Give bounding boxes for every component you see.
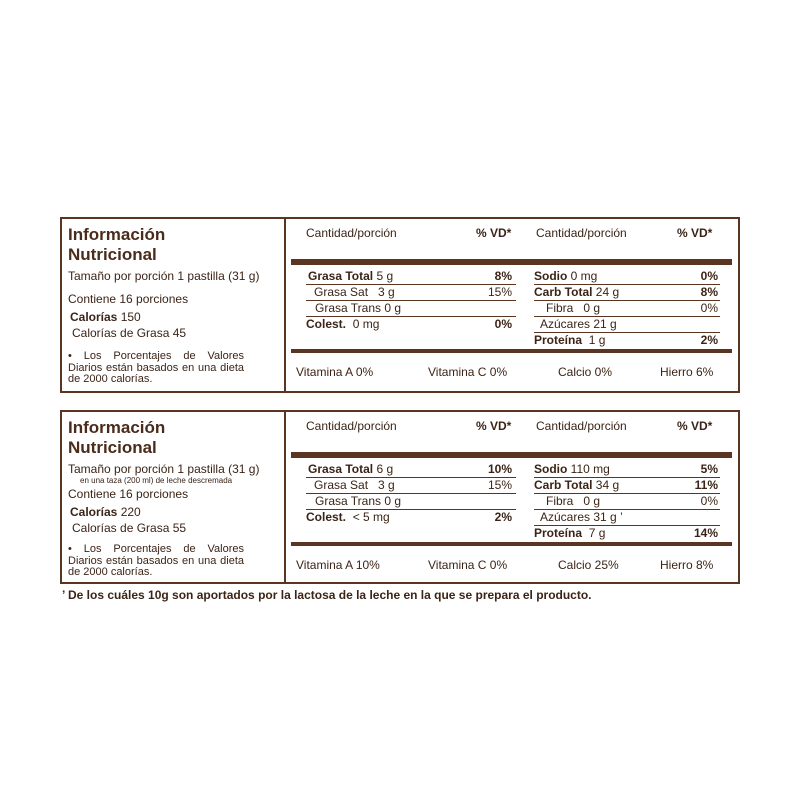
nutrition-panel-1: [60, 217, 740, 393]
row-carb-total: Carb Total 24 g: [534, 285, 620, 299]
row-proteina: Proteína 1 g: [534, 333, 606, 347]
header-vd-right: % VD*: [677, 226, 713, 240]
header-qty-left: Cantidad/porción: [306, 419, 397, 433]
row-sodio: Sodio 110 mg: [534, 462, 610, 476]
pct-grasa-sat: 15%: [487, 478, 512, 492]
calories-value: 150: [120, 310, 141, 324]
row-colest: Colest. 0 mg: [306, 317, 380, 331]
thick-rule: [291, 259, 732, 265]
row-grasa-trans: Grasa Trans 0 g: [315, 494, 402, 508]
pct-grasa-total: 8%: [494, 269, 512, 283]
serving-size-sub: en una taza (200 ml) de leche descremada: [80, 476, 233, 485]
pct-sodio: 0%: [700, 269, 718, 283]
thick-rule: [291, 452, 732, 458]
thick-rule-bottom: [291, 542, 732, 546]
header-vd-right: % VD*: [677, 419, 713, 433]
servings-per-container: Contiene 16 porciones: [68, 292, 189, 306]
vitamin-c: Vitamina C 0%: [428, 365, 508, 379]
row-grasa-sat: Grasa Sat 3 g: [314, 478, 395, 492]
row-grasa-sat: Grasa Sat 3 g: [314, 285, 395, 299]
panel-2-summary: [62, 412, 286, 582]
hierro: Hierro 6%: [660, 365, 714, 379]
vitamin-a: Vitamina A 10%: [296, 558, 380, 572]
header-qty-right: Cantidad/porción: [536, 419, 627, 433]
row-azucares: Azúcares 31 g ’: [540, 510, 623, 524]
row-sodio: Sodio 0 mg: [534, 269, 598, 283]
fat-calories: Calorías de Grasa 55: [72, 521, 187, 535]
header-vd-left: % VD*: [476, 419, 512, 433]
serving-size: Tamaño por porción 1 pastilla (31 g): [68, 269, 260, 283]
daily-value-note: • Los Porcentajes de Valores Diarios están basados en una dieta de 2000 calorías.: [68, 350, 244, 385]
row-proteina: Proteína 7 g: [534, 526, 606, 540]
row-carb-total: Carb Total 34 g: [534, 478, 620, 492]
calories-label: Calorías: [70, 505, 118, 519]
header-vd-left: % VD*: [476, 226, 512, 240]
vitamin-a: Vitamina A 0%: [296, 365, 374, 379]
calcio: Calcio 0%: [558, 365, 613, 379]
header-qty-left: Cantidad/porción: [306, 226, 397, 240]
row-colest: Colest. < 5 mg: [306, 510, 390, 524]
row-fibra: Fibra 0 g: [546, 494, 601, 508]
pct-carb-total: 8%: [700, 285, 718, 299]
row-grasa-total: Grasa Total 6 g: [308, 462, 394, 476]
pct-sodio: 5%: [700, 462, 718, 476]
pct-proteina: 2%: [700, 333, 718, 347]
pct-proteina: 14%: [693, 526, 718, 540]
pct-fibra: 0%: [700, 494, 718, 508]
footnote: ’ De los cuáles 10g son aportados por la lactosa de la leche en la que se prepara el producto.: [62, 588, 592, 602]
title-line-2: Nutricional: [68, 245, 157, 264]
calcio: Calcio 25%: [558, 558, 619, 572]
title-line-2: Nutricional: [68, 438, 157, 457]
row-grasa-total: Grasa Total 5 g: [308, 269, 394, 283]
pct-colest: 2%: [494, 510, 512, 524]
serving-size: Tamaño por porción 1 pastilla (31 g): [68, 462, 260, 476]
panel-1-summary: [62, 219, 286, 391]
calories-value: 220: [120, 505, 141, 519]
panel-1-title: [68, 225, 165, 265]
panel-2-title: [68, 418, 165, 458]
row-azucares: Azúcares 21 g: [540, 317, 617, 331]
header-qty-right: Cantidad/porción: [536, 226, 627, 240]
vitamin-c: Vitamina C 0%: [428, 558, 508, 572]
fat-calories: Calorías de Grasa 45: [72, 326, 187, 340]
title-line-1: Información: [68, 225, 166, 244]
thick-rule-bottom: [291, 349, 732, 353]
servings-per-container: Contiene 16 porciones: [68, 487, 189, 501]
pct-fibra: 0%: [700, 301, 718, 315]
pct-colest: 0%: [494, 317, 512, 331]
row-fibra: Fibra 0 g: [546, 301, 601, 315]
daily-value-note: • Los Porcentajes de Valores Diarios están basados en una dieta de 2000 calorías.: [68, 543, 244, 578]
nutrition-panel-2: [60, 410, 740, 584]
calories-label: Calorías: [70, 310, 118, 324]
pct-grasa-total: 10%: [487, 462, 512, 476]
row-grasa-trans: Grasa Trans 0 g: [315, 301, 402, 315]
hierro: Hierro 8%: [660, 558, 714, 572]
pct-grasa-sat: 15%: [487, 285, 512, 299]
title-line-1: Información: [68, 418, 166, 437]
pct-carb-total: 11%: [694, 478, 718, 492]
calories: [70, 310, 141, 324]
calories: [70, 505, 141, 519]
